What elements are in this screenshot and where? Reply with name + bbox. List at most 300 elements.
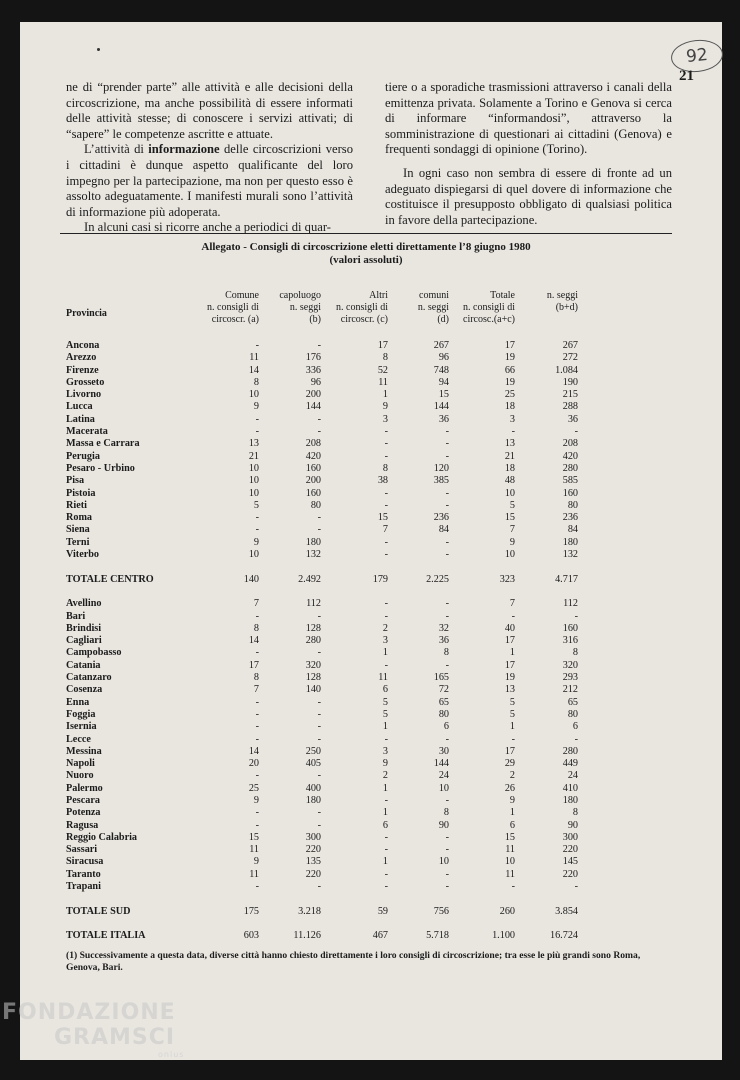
cell-provincia: Ancona <box>66 340 100 351</box>
cell-value: 1 <box>509 647 515 659</box>
document-page <box>20 22 722 1060</box>
text-span: delle circoscrizioni verso i cittadini è dunque aspetto qualificante del loro impegno per la partecipazione, ma non per questo esso è assolto adeguatamente. I manifesti murali sono l’attività di informazione più adoperata. <box>66 142 354 219</box>
cell-provincia: Taranto <box>66 868 101 880</box>
cell-provincia: Brindisi <box>66 622 102 634</box>
cell-value: 10 <box>248 389 259 401</box>
cell-value <box>388 893 449 905</box>
table-row <box>66 856 578 868</box>
cell-value: 9 <box>382 401 388 413</box>
header-col-c: Altri n. consigli di circoscr. (c) <box>336 290 388 325</box>
cell-value: - <box>317 708 321 720</box>
cell-value: - <box>574 881 578 893</box>
table-row <box>66 734 578 746</box>
cell-value: 13 <box>504 684 515 696</box>
cell-value: 17 <box>504 659 515 671</box>
cell-value: 128 <box>305 672 321 684</box>
cell-value: - <box>384 610 388 622</box>
cell-value: 9 <box>253 536 259 548</box>
cell-value: 144 <box>305 401 321 413</box>
cell-value: - <box>384 598 388 610</box>
table-row <box>66 660 578 672</box>
cell-provincia: Lecce <box>66 733 91 745</box>
table-row <box>66 426 578 438</box>
cell-value: 7 <box>253 684 259 696</box>
cell-provincia: Macerata <box>66 426 108 438</box>
cell-value: 80 <box>438 708 449 720</box>
cell-value <box>186 893 259 905</box>
cell-provincia: Potenza <box>66 807 101 819</box>
cell-value: 220 <box>562 844 578 856</box>
cell-value: 144 <box>433 758 449 770</box>
cell-value: - <box>511 426 515 438</box>
cell-provincia: Bari <box>66 610 86 622</box>
cell-value: - <box>255 647 259 659</box>
cell-value: - <box>317 881 321 893</box>
table-row <box>66 746 578 758</box>
cell-value: - <box>574 426 578 438</box>
cell-value: - <box>511 610 515 622</box>
cell-value: 280 <box>562 745 578 757</box>
cell-value: 1.084 <box>555 364 578 376</box>
cell-value: 21 <box>504 450 515 462</box>
cell-value: 10 <box>248 487 259 499</box>
cell-value: - <box>255 512 259 524</box>
cell-value: 7 <box>509 524 515 536</box>
cell-value <box>388 561 449 573</box>
cell-value <box>515 918 578 930</box>
cell-value: - <box>445 794 449 806</box>
cell-value: - <box>445 549 449 561</box>
watermark-line2: GRAMSCI <box>54 1025 176 1050</box>
cell-value <box>449 893 515 905</box>
cell-value: - <box>384 426 388 438</box>
cell-value <box>321 586 388 598</box>
cell-value: 3 <box>382 635 388 647</box>
cell-value: 8 <box>253 672 259 684</box>
cell-value: 25 <box>248 782 259 794</box>
cell-value: 65 <box>567 696 578 708</box>
cell-value: - <box>511 881 515 893</box>
cell-value <box>449 561 515 573</box>
table-row <box>66 401 578 413</box>
cell-value: 11 <box>249 868 259 880</box>
cell-value: 3 <box>382 745 388 757</box>
cell-value: 400 <box>305 782 321 794</box>
cell-value: 13 <box>248 438 259 450</box>
cell-value: 10 <box>438 782 449 794</box>
table-row <box>66 623 578 635</box>
watermark-suffix: onlus <box>158 1050 185 1059</box>
cell-provincia: Roma <box>66 512 93 524</box>
cell-value: 135 <box>305 856 321 868</box>
cell-value: 10 <box>504 856 515 868</box>
cell-value: - <box>255 340 259 351</box>
cell-value: 17 <box>377 340 388 351</box>
cell-value: 145 <box>562 856 578 868</box>
cell-value: 6 <box>382 819 388 831</box>
cell-value: - <box>384 450 388 462</box>
cell-value: - <box>255 610 259 622</box>
table-row <box>66 783 578 795</box>
table-row <box>66 672 578 684</box>
cell-value <box>449 918 515 930</box>
table-row <box>66 869 578 881</box>
cell-value: 18 <box>504 401 515 413</box>
cell-value: 200 <box>305 475 321 487</box>
cell-value: 17 <box>504 745 515 757</box>
cell-value: 8 <box>382 462 388 474</box>
cell-value: 2 <box>382 770 388 782</box>
cell-provincia <box>66 893 186 905</box>
cell-value: 3 <box>509 413 515 425</box>
text-column-left <box>66 80 353 236</box>
cell-value: 3 <box>382 413 388 425</box>
cell-value: 19 <box>504 352 515 364</box>
cell-value: 7 <box>382 524 388 536</box>
cell-provincia: Nuoro <box>66 770 94 782</box>
table-row <box>66 906 578 918</box>
table-row <box>66 770 578 782</box>
cell-provincia: Pistoia <box>66 487 96 499</box>
cell-value: - <box>255 696 259 708</box>
cell-provincia: Arezzo <box>66 352 97 364</box>
cell-value: - <box>384 487 388 499</box>
cell-value: 84 <box>567 524 578 536</box>
table-row <box>66 820 578 832</box>
cell-value: - <box>317 647 321 659</box>
table-row <box>66 414 578 426</box>
cell-value: 160 <box>562 622 578 634</box>
cell-value: 420 <box>305 450 321 462</box>
table-row <box>66 807 578 819</box>
cell-value: 72 <box>438 684 449 696</box>
cell-value: 5 <box>253 499 259 511</box>
cell-value: 220 <box>305 868 321 880</box>
cell-provincia: Perugia <box>66 450 100 462</box>
table-spacer <box>66 918 578 930</box>
table-row <box>66 463 578 475</box>
cell-value: - <box>317 807 321 819</box>
cell-value: 10 <box>504 549 515 561</box>
cell-value: 9 <box>253 856 259 868</box>
cell-value: - <box>445 610 449 622</box>
cell-value: 29 <box>504 758 515 770</box>
cell-value: - <box>384 549 388 561</box>
cell-value: 267 <box>433 340 449 351</box>
cell-value <box>321 918 388 930</box>
cell-value: - <box>384 733 388 745</box>
cell-value: - <box>445 450 449 462</box>
cell-value: 160 <box>562 487 578 499</box>
cell-value: 48 <box>504 475 515 487</box>
cell-value: 16.724 <box>549 930 578 942</box>
table-row <box>66 488 578 500</box>
cell-value: 420 <box>562 450 578 462</box>
cell-provincia: Pescara <box>66 794 100 806</box>
cell-value: 11 <box>378 376 388 388</box>
cell-value: 40 <box>504 622 515 634</box>
cell-value <box>259 586 321 598</box>
cell-value: 180 <box>305 536 321 548</box>
cell-value: 8 <box>443 647 449 659</box>
cell-provincia: Siena <box>66 524 90 536</box>
cell-value: 3.854 <box>555 905 578 917</box>
cell-provincia: Palermo <box>66 782 103 794</box>
cell-value: 180 <box>562 536 578 548</box>
cell-value: 38 <box>377 475 388 487</box>
cell-value: 8 <box>572 647 578 659</box>
data-table <box>66 340 578 943</box>
cell-value: 1 <box>382 647 388 659</box>
cell-value: 410 <box>562 782 578 794</box>
cell-value: - <box>255 413 259 425</box>
cell-value <box>388 918 449 930</box>
watermark-logo <box>2 1000 185 1059</box>
cell-value: 220 <box>562 868 578 880</box>
cell-value: 11 <box>249 844 259 856</box>
cell-value: - <box>317 340 321 351</box>
cell-value: 180 <box>305 794 321 806</box>
table-subtitle: (valori assoluti) <box>329 254 403 266</box>
table-row <box>66 389 578 401</box>
cell-value: 323 <box>499 573 515 585</box>
cell-value: 236 <box>562 512 578 524</box>
table-spacer <box>66 586 578 598</box>
cell-value: 200 <box>305 389 321 401</box>
cell-value: - <box>511 733 515 745</box>
header-col-total-consigli: Totale n. consigli di circosc.(a+c) <box>463 290 515 325</box>
cell-value: 1 <box>382 856 388 868</box>
cell-value: 132 <box>562 549 578 561</box>
footnote: (1) Successivamente a questa data, diverse città hanno chiesto direttamente i loro consigli di circoscrizione; tra esse le più grandi sono Roma, Genova, Bari. <box>66 950 641 973</box>
cell-value: - <box>384 844 388 856</box>
cell-value: 160 <box>305 462 321 474</box>
cell-value: - <box>384 868 388 880</box>
cell-value: 11 <box>249 352 259 364</box>
cell-value: 17 <box>504 340 515 351</box>
cell-value: 8 <box>253 376 259 388</box>
cell-value: - <box>445 733 449 745</box>
cell-value: 208 <box>305 438 321 450</box>
table-row <box>66 475 578 487</box>
table-row <box>66 721 578 733</box>
cell-value: - <box>317 524 321 536</box>
cell-value: 280 <box>562 462 578 474</box>
header-col-a: Comune n. consigli di circoscr. (a) <box>207 290 259 325</box>
cell-value: 6 <box>509 819 515 831</box>
cell-provincia: Catania <box>66 659 101 671</box>
cell-value: 15 <box>438 389 449 401</box>
cell-value: 280 <box>305 635 321 647</box>
cell-provincia: Messina <box>66 745 102 757</box>
cell-value: 272 <box>562 352 578 364</box>
cell-value: - <box>384 831 388 843</box>
cell-value: 128 <box>305 622 321 634</box>
cell-value: - <box>384 536 388 548</box>
cell-value: 8 <box>382 352 388 364</box>
cell-provincia: Ragusa <box>66 819 99 831</box>
cell-provincia: Isernia <box>66 721 97 733</box>
cell-value: 1.100 <box>492 930 515 942</box>
cell-value: - <box>317 512 321 524</box>
cell-value: 1 <box>509 807 515 819</box>
cell-value: 2 <box>382 622 388 634</box>
cell-value: 11 <box>378 672 388 684</box>
cell-value: 14 <box>248 745 259 757</box>
cell-value: 13 <box>504 438 515 450</box>
cell-value: 25 <box>504 389 515 401</box>
cell-provincia: TOTALE CENTRO <box>66 573 154 585</box>
cell-value <box>259 918 321 930</box>
cell-value: 10 <box>248 549 259 561</box>
cell-value: - <box>317 733 321 745</box>
cell-value: 748 <box>433 364 449 376</box>
cell-value: 15 <box>504 512 515 524</box>
table-row <box>66 365 578 377</box>
cell-value: 21 <box>248 450 259 462</box>
cell-value: 5 <box>509 696 515 708</box>
cell-value: 756 <box>433 905 449 917</box>
cell-value: 288 <box>562 401 578 413</box>
paragraph: In alcuni casi si ricorre anche a periodici di quar- <box>84 220 331 235</box>
cell-value: 180 <box>562 794 578 806</box>
table-row <box>66 574 578 586</box>
cell-value: - <box>317 610 321 622</box>
divider <box>60 233 672 234</box>
cell-provincia: Napoli <box>66 758 95 770</box>
cell-value: 1 <box>382 721 388 733</box>
cell-provincia: Firenze <box>66 364 99 376</box>
cell-provincia: Siracusa <box>66 856 104 868</box>
cell-value: - <box>445 499 449 511</box>
cell-value: - <box>317 770 321 782</box>
text-span: L’attività di <box>84 142 149 157</box>
cell-provincia: TOTALE ITALIA <box>66 930 146 942</box>
cell-value: 585 <box>562 475 578 487</box>
cell-value: 80 <box>567 708 578 720</box>
cell-value: 6 <box>443 721 449 733</box>
header-col-b: capoluogo n. seggi (b) <box>279 290 321 325</box>
cell-value: 2 <box>509 770 515 782</box>
cell-value: 112 <box>306 598 321 610</box>
table-row <box>66 611 578 623</box>
cell-value: 59 <box>377 905 388 917</box>
cell-value: 4.717 <box>555 573 578 585</box>
table-row <box>66 524 578 536</box>
cell-provincia: Catanzaro <box>66 672 112 684</box>
cell-value: 66 <box>504 364 515 376</box>
cell-value: 1 <box>382 389 388 401</box>
cell-value: 10 <box>248 462 259 474</box>
cell-value: 144 <box>433 401 449 413</box>
cell-value: 24 <box>567 770 578 782</box>
cell-value: 36 <box>438 413 449 425</box>
table-row <box>66 451 578 463</box>
cell-value: 385 <box>433 475 449 487</box>
cell-value <box>186 586 259 598</box>
cell-provincia: Rieti <box>66 499 87 511</box>
cell-value: 90 <box>438 819 449 831</box>
cell-value <box>449 586 515 598</box>
text-column-right <box>385 80 672 228</box>
cell-value: - <box>384 438 388 450</box>
cell-value: - <box>255 733 259 745</box>
cell-value: - <box>384 794 388 806</box>
cell-value: 5 <box>382 708 388 720</box>
cell-value: - <box>255 426 259 438</box>
cell-value: - <box>445 426 449 438</box>
cell-value: 7 <box>509 598 515 610</box>
table-row <box>66 377 578 389</box>
cell-value: 94 <box>438 376 449 388</box>
header-col-total-seggi: n. seggi (b+d) <box>546 290 578 313</box>
cell-value: 449 <box>562 758 578 770</box>
handwritten-page-number: 92 <box>669 37 724 74</box>
cell-value: - <box>384 881 388 893</box>
cell-value: 20 <box>248 758 259 770</box>
cell-value: 11 <box>505 844 515 856</box>
cell-value: 5 <box>382 696 388 708</box>
cell-value <box>321 561 388 573</box>
cell-provincia: Campobasso <box>66 647 122 659</box>
cell-value: - <box>317 819 321 831</box>
cell-value: 165 <box>433 672 449 684</box>
cell-value: 7 <box>253 598 259 610</box>
cell-value <box>515 561 578 573</box>
cell-value: 250 <box>305 745 321 757</box>
cell-provincia: Reggio Calabria <box>66 831 138 843</box>
cell-provincia: Avellino <box>66 598 102 610</box>
table-row <box>66 758 578 770</box>
cell-provincia: Trapani <box>66 881 101 893</box>
cell-value: 90 <box>567 819 578 831</box>
header-col-d: comuni n. seggi (d) <box>417 290 449 325</box>
table-row <box>66 598 578 610</box>
cell-provincia: Massa e Carrara <box>66 438 140 450</box>
cell-value: - <box>574 733 578 745</box>
cell-value: 8 <box>572 807 578 819</box>
cell-provincia <box>66 918 186 930</box>
cell-provincia: Latina <box>66 413 95 425</box>
cell-value: - <box>317 721 321 733</box>
table-row <box>66 512 578 524</box>
table-row <box>66 438 578 450</box>
cell-provincia: Pisa <box>66 475 85 487</box>
cell-value: 80 <box>310 499 321 511</box>
cell-value: 293 <box>562 672 578 684</box>
cell-value: 11.126 <box>293 930 321 942</box>
watermark-line1: FONDAZIONE <box>2 1000 176 1025</box>
cell-value: 140 <box>305 684 321 696</box>
cell-value: 3.218 <box>298 905 321 917</box>
cell-value: 14 <box>248 635 259 647</box>
cell-value: - <box>255 807 259 819</box>
cell-value: 5 <box>509 708 515 720</box>
cell-value: 215 <box>562 389 578 401</box>
cell-value: 65 <box>438 696 449 708</box>
cell-value <box>515 893 578 905</box>
table-row <box>66 795 578 807</box>
paragraph: In ogni caso non sembra di essere di fronte ad un adeguato dispiegarsi di quel dovere di informazione che costituisce il presupposto obbligato di qualsiasi politica in favore della partecipazione. <box>385 165 672 227</box>
cell-value: 2.492 <box>298 573 321 585</box>
cell-value: 208 <box>562 438 578 450</box>
cell-provincia: Sassari <box>66 844 98 856</box>
cell-value: - <box>317 413 321 425</box>
cell-value: - <box>574 610 578 622</box>
table-row <box>66 647 578 659</box>
table-row <box>66 352 578 364</box>
cell-value: 176 <box>305 352 321 364</box>
